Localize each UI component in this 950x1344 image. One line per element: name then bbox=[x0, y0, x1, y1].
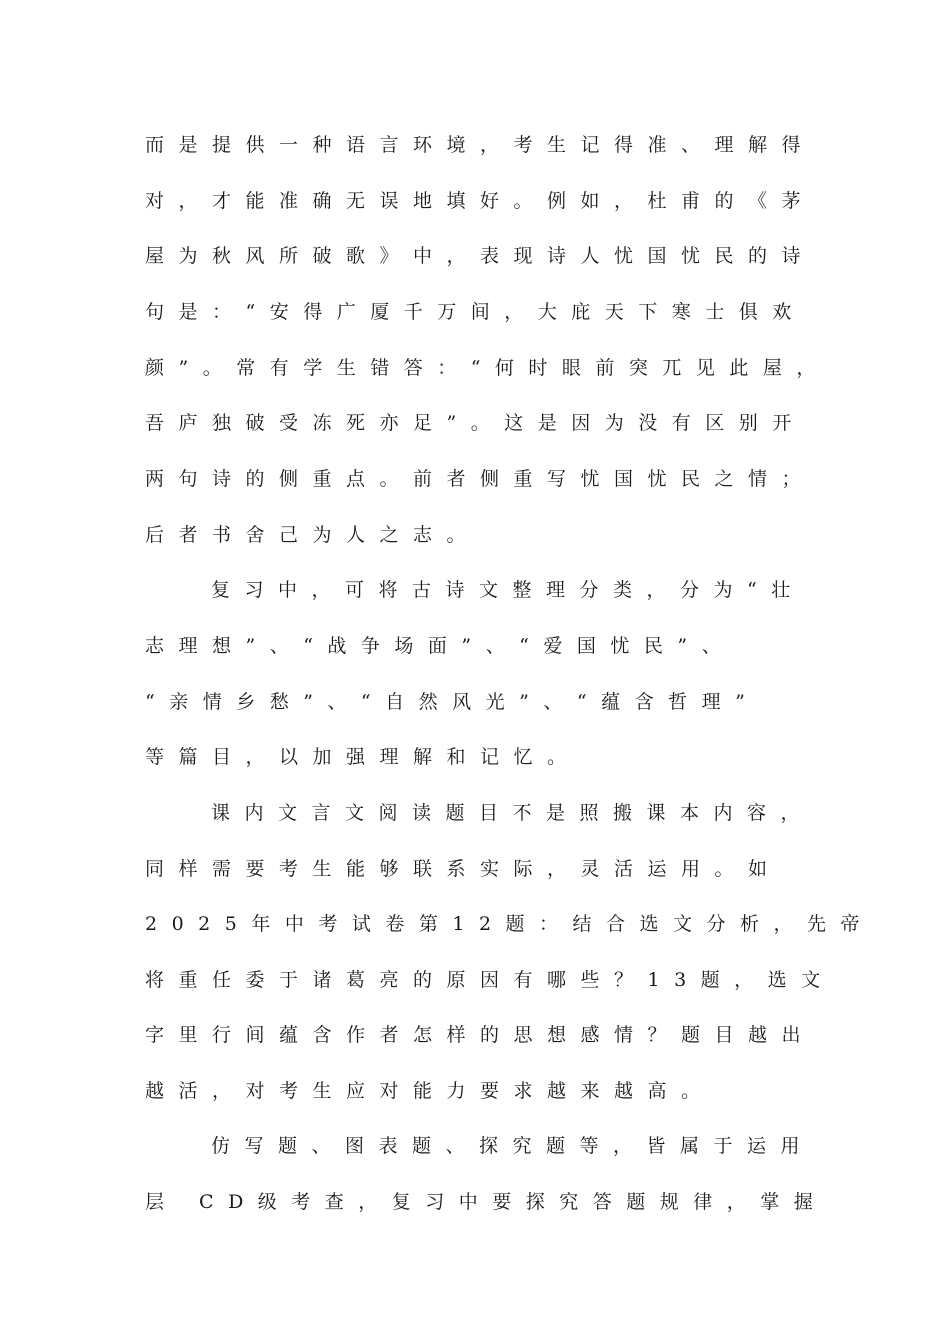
text-line: 屋为秋风所破歌》中，表现诗人忧国忧民的诗 bbox=[145, 245, 816, 267]
text-line: 等篇目，以加强理解和记忆。 bbox=[145, 746, 581, 768]
text-line: 越活，对考生应对能力要求越来越高。 bbox=[145, 1080, 715, 1102]
paragraph-start-line: 课内文言文阅读题目不是照搬课本内容， bbox=[211, 802, 815, 824]
text-line: 句是：“安得广厦千万间，大庇天下寒士俱欢 bbox=[145, 301, 806, 323]
text-line: 字里行间蕴含作者怎样的思想感情？题目越出 bbox=[145, 1024, 816, 1046]
text-line: 志理想”、“战争场面”、“爱国忧民”、 bbox=[145, 635, 736, 657]
paragraph-start-line: 仿写题、图表题、探究题等，皆属于运用 bbox=[211, 1135, 815, 1157]
text-line: 层 CD级考查，复习中要探究答题规律，掌握 bbox=[145, 1191, 828, 1213]
text-line: 两句诗的侧重点。前者侧重写忧国忧民之情； bbox=[145, 468, 816, 490]
text-line: 将重任委于诸葛亮的原因有哪些？13题，选文 bbox=[145, 969, 835, 991]
text-line: 而是提供一种语言环境，考生记得准、理解得 bbox=[145, 134, 816, 156]
text-line: 同样需要考生能够联系实际，灵活运用。如 bbox=[145, 858, 782, 880]
paragraph-start-line: 复习中，可将古诗文整理分类，分为“壮 bbox=[211, 579, 805, 601]
text-line: 吾庐独破受冻死亦足”。这是因为没有区别开 bbox=[145, 412, 806, 434]
text-line: 颜”。常有学生错答：“何时眼前突兀见此屋， bbox=[145, 357, 830, 379]
text-line: “亲情乡愁”、“自然风光”、“蕴含哲理” bbox=[145, 691, 760, 713]
text-line: 2025年中考试卷第12题：结合选文分析，先帝 bbox=[145, 913, 875, 935]
text-line: 后者书舍己为人之志。 bbox=[145, 524, 481, 546]
text-line: 对，才能准确无误地填好。例如，杜甫的《茅 bbox=[145, 190, 816, 212]
